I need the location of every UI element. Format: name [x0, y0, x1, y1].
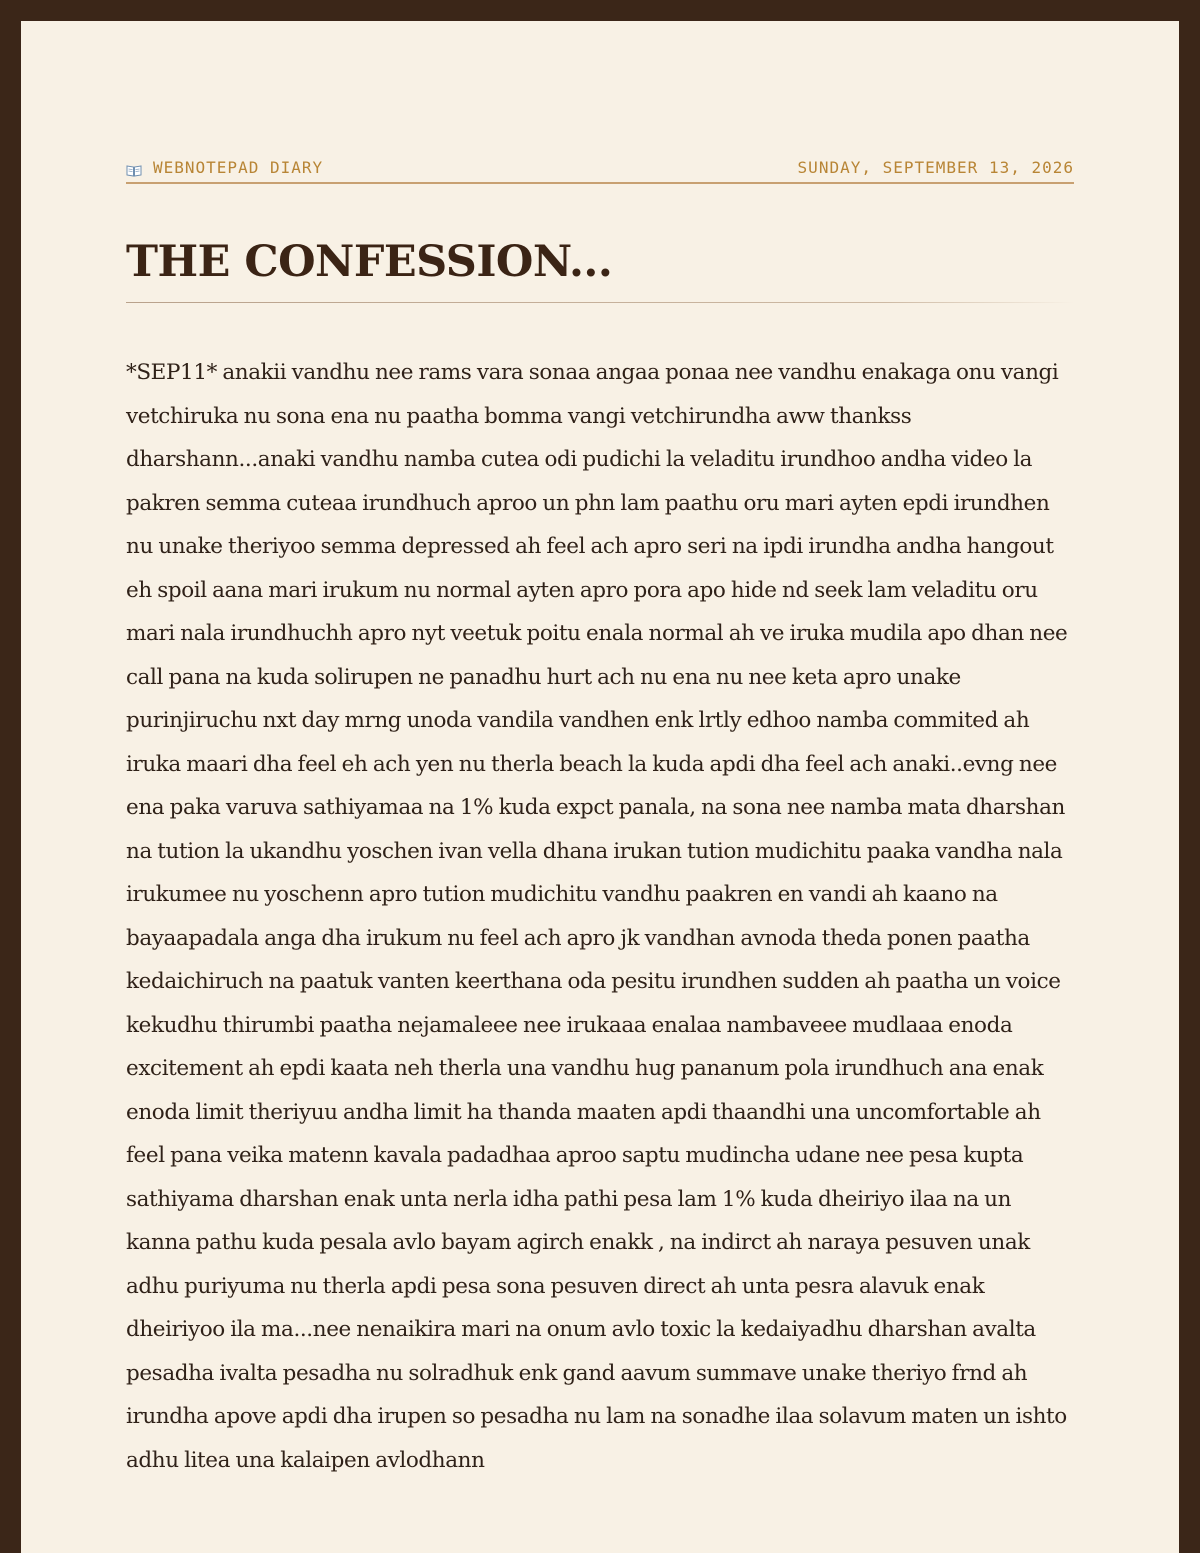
title-divider: [126, 302, 1074, 303]
diary-header: [126, 158, 1074, 184]
entry-date: SUNDAY, SEPTEMBER 13, 2026: [797, 158, 1074, 177]
entry-title: THE CONFESSION...: [126, 237, 613, 287]
diary-page: [21, 21, 1179, 1553]
entry-body: *SEP11* anakii vandhu nee rams vara sonaa angaa ponaa nee vandhu enakaga onu vangi vetchiruka nu sona ena nu paatha bomma vangi vetchirundha aww thankss dharshann...anaki vandhu namba cutea odi pudichi la veladitu irundhoo andha video la pakren semma cuteaa irundhuch aproo un phn lam paathu oru mari ayten epdi irundhen nu unake theriyoo semma depressed ah feel ach apro seri na ipdi irundha andha hangout eh spoil aana mari irukum nu normal ayten apro pora apo hide nd seek lam veladitu oru mari nala irundhuchh apro nyt veetuk poitu enala normal ah ve iruka mudila apo dhan nee call pana na kuda solirupen ne panadhu hurt ach nu ena nu nee keta apro unake purinjiruchu nxt day mrng unoda vandila vandhen enk lrtly edhoo namba commited ah iruka maari dha feel eh ach yen nu therla beach la kuda apdi dha feel ach anaki..evng nee ena paka varuva sathiyamaa na 1% kuda expct panala, na sona nee namba mata dharshan na tution la ukandhu yoschen ivan vella dhana irukan tution mudichitu paaka vandha nala irukumee nu yoschenn apro tution mudichitu vandhu paakren en vandi ah kaano na bayaapadala anga dha irukum nu feel ach apro jk vandhan avnoda theda ponen paatha kedaichiruch na paatuk vanten keerthana oda pesitu irundhen sudden ah paatha un voice kekudhu thirumbi paatha nejamaleee nee irukaaa enalaa nambaveee mudlaaa enoda excitement ah epdi kaata neh therla una vandhu hug pananum pola irundhuch ana enak enoda limit theriyuu andha limit ha thanda maaten apdi thaandhi una uncomfortable ah feel pana veika matenn kavala padadhaa aproo saptu mudincha udane nee pesa kupta sathiyama dharshan enak unta nerla idha pathi pesa lam 1% kuda dheiriyo ilaa na un kanna pathu kuda pesala avlo bayam agirch enakk , na indirct ah naraya pesuven unak adhu puriyuma nu therla apdi pesa sona pesuven direct ah unta pesra alavuk enak dheiriyoo ila ma...nee nenaikira mari na onum avlo toxic la kedaiyadhu dharshan avalta pesadha ivalta pesadha nu solradhuk enk gand aavum summave unake theriyo frnd ah irundha apove apdi dha irupen so pesadha nu lam na sonadhe ilaa solavum maten un ishto adhu litea una kalaipen avlodhann: [126, 360, 1068, 1473]
open-book-icon: [126, 162, 142, 175]
brand-label: WEBNOTEPAD DIARY: [153, 158, 324, 177]
brand: [126, 158, 323, 177]
